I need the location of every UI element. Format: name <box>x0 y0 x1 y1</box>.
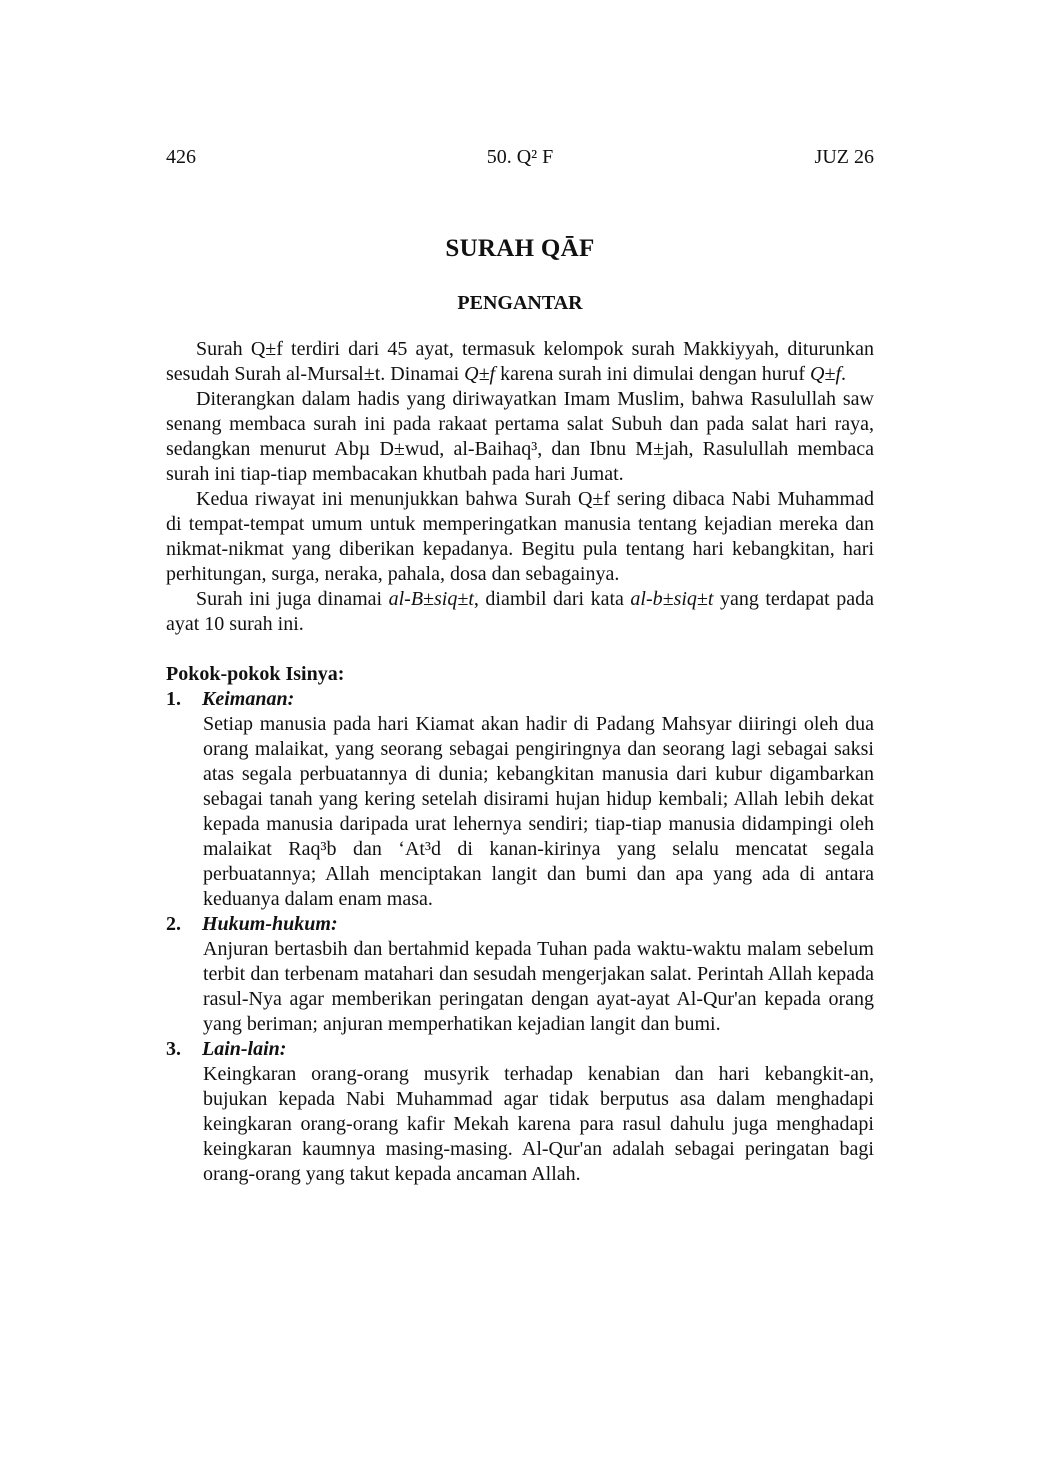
list-item-number: 1. <box>166 688 181 710</box>
italic-term: Q±f <box>464 363 496 385</box>
body-text <box>166 337 874 1187</box>
list-item-head <box>166 912 874 937</box>
italic-term: al-b±siq±t <box>630 588 714 610</box>
intro-paragraph-1 <box>166 337 874 387</box>
text-run: Surah ini juga dinamai <box>196 588 389 610</box>
contents-heading: Pokok-pokok Isinya: <box>166 663 345 685</box>
section-subtitle: PENGANTAR <box>457 292 583 314</box>
intro-paragraph-4 <box>166 587 874 637</box>
list-item-label: Keimanan: <box>202 688 295 710</box>
text-run: Surah Q±f terdiri dari 45 ayat, termasuk kelompok surah Makkiyyah, diturunkan sesudah Surah al-Mursal±t. Dinamai <box>166 338 874 385</box>
juz-label: JUZ 26 <box>814 146 874 168</box>
list-item-label: Hukum-hukum: <box>202 913 338 935</box>
list-item-head <box>166 687 874 712</box>
list-item-label: Lain-lain: <box>202 1038 287 1060</box>
page-number: 426 <box>166 146 196 168</box>
list-item-head <box>166 1037 874 1062</box>
text-run: , diambil dari kata <box>473 588 631 610</box>
italic-term: Q±f <box>810 363 842 385</box>
list-item-number: 3. <box>166 1038 181 1060</box>
text-run: . <box>841 363 847 385</box>
list-item-text: Anjuran bertasbih dan bertahmid kepada Tuhan pada waktu-waktu malam sebelum terbit dan terbenam matahari dan sesudah mengerjakan salat. Perintah Allah kepada rasul-Nya agar memberikan peringatan dengan ayat-ayat Al-Qur'an kepada orang yang beriman; anjuran memperhatikan kejadian langit dan bumi. <box>203 938 874 1035</box>
list-item-number: 2. <box>166 913 181 935</box>
page-title: SURAH QĀF <box>445 235 595 262</box>
intro-paragraph-2: Diterangkan dalam hadis yang diriwayatkan Imam Muslim, bahwa Rasulullah saw senang membaca surah ini pada rakaat pertama salat Subuh dan pada salat hari raya, sedangkan menurut Abµ D±wud, al-Baihaq³, dan Ibnu M±jah, Rasulullah membaca surah ini tiap-tiap membacakan khutbah pada hari Jumat. <box>166 388 874 485</box>
intro-paragraph-3: Kedua riwayat ini menunjukkan bahwa Surah Q±f sering dibaca Nabi Muhammad di tempat-tempat umum untuk memperingatkan manusia tentang kejadian mereka dan nikmat-nikmat yang diberikan kepadanya. Begitu pula tentang hari kebangkitan, hari perhitungan, surga, neraka, pahala, dosa dan sebagainya. <box>166 488 874 585</box>
contents-list <box>166 687 874 1187</box>
list-item-text: Keingkaran orang-orang musyrik terhadap kenabian dan hari kebangkit-an, bujukan kepada Nabi Muhammad agar tidak berputus asa dalam menghadapi keingkaran orang-orang kafir Mekah karena para rasul dahulu juga menghadapi keingkaran kaumnya masing-masing. Al-Qur'an adalah sebagai peringatan bagi orang-orang yang takut kepada ancaman Allah. <box>203 1063 874 1185</box>
surah-reference: 50. Q² F <box>486 146 554 168</box>
italic-term: al-B±siq±t <box>388 588 474 610</box>
text-run: karena surah ini dimulai dengan huruf <box>495 363 811 385</box>
running-header <box>166 146 874 174</box>
text-run: yang terdapat pada ayat 10 surah ini. <box>166 588 874 635</box>
list-item-text: Setiap manusia pada hari Kiamat akan hadir di Padang Mahsyar diiringi oleh dua orang malaikat, yang seorang sebagai pengiringnya dan seorang lagi sebagai saksi atas segala perbuatannya di dunia; kebangkitan manusia dari kubur digambarkan sebagai tanah yang kering setelah disirami hujan hidup kembali; Allah lebih dekat kepada manusia daripada urat lehernya sendiri; tiap-tiap manusia didampingi oleh malaikat Raq³b dan ‘At³d di kanan-kirinya yang selalu mencatat segala perbuatannya; Allah menciptakan langit dan bumi dan apa yang ada di antara keduanya dalam enam masa. <box>203 713 874 910</box>
